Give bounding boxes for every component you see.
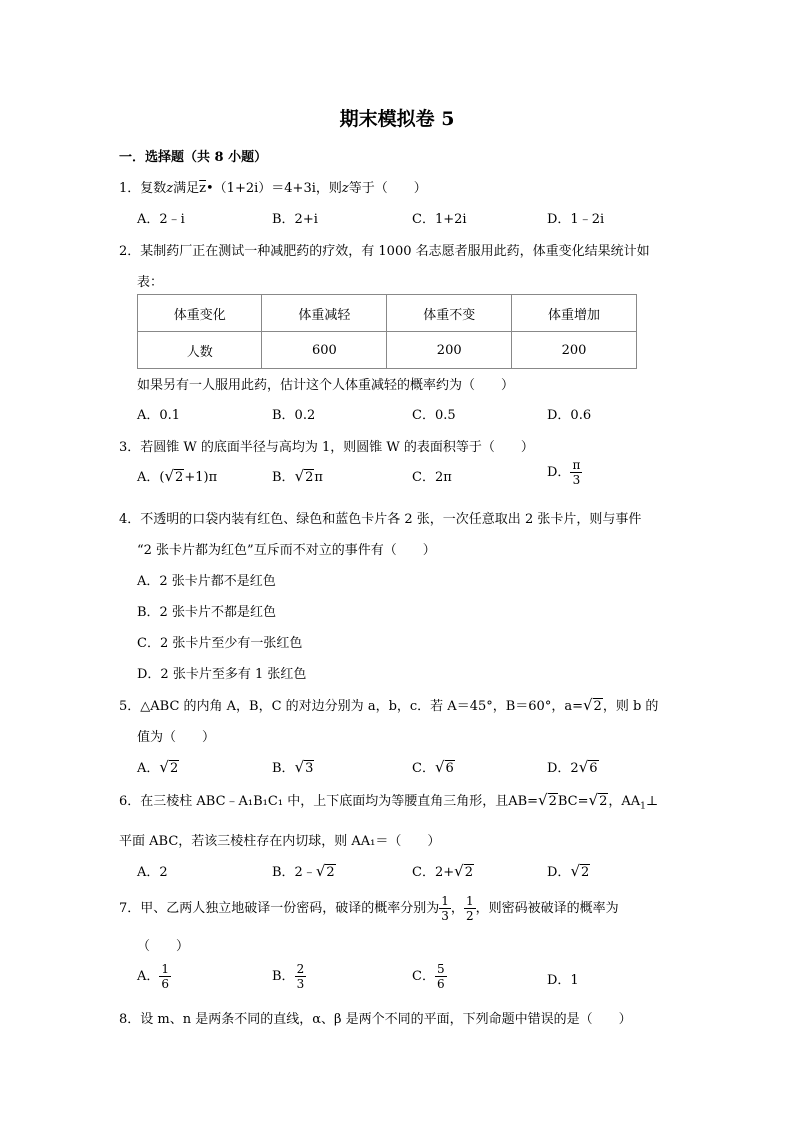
question-6: 6．在三棱柱 ABC﹣A₁B₁C₁ 中，上下底面均为等腰直角三角形，且AB=√2BC=√2，$AA_1\perp$	[119, 791, 659, 812]
q7-option-b[interactable]: B． $\frac{2}{3}$	[272, 962, 305, 991]
question-5-cont: 值为（ ）	[137, 730, 216, 745]
q7-option-d[interactable]: D．1	[547, 973, 579, 988]
question-2: 2．某制药厂正在测试一种减肥药的疗效，有 1000 名志愿者服用此药，体重变化结果统计如	[119, 244, 650, 259]
q5-option-b[interactable]: B．√3	[272, 758, 314, 776]
section-heading: 一．选择题（共 8 小题）	[119, 150, 268, 165]
q5-option-d[interactable]: D．2√6	[547, 758, 598, 776]
table-cell: 200	[512, 332, 637, 369]
table-cell: 体重减轻	[262, 295, 387, 332]
table-cell: 人数	[138, 332, 262, 369]
q6-option-b[interactable]: B．2﹣√2	[272, 862, 335, 880]
table-cell: 600	[262, 332, 387, 369]
q4-option-b[interactable]: B．2 张卡片不都是红色	[137, 605, 276, 620]
q6-option-c[interactable]: C．2+√2	[412, 862, 473, 880]
q5-option-c[interactable]: C．√6	[412, 758, 454, 776]
q7-option-c[interactable]: C． $\frac{5}{6}$	[412, 962, 445, 991]
table-cell: 体重变化	[138, 295, 262, 332]
table-header-row	[138, 295, 637, 332]
table-row	[138, 332, 637, 369]
q3-option-b[interactable]: B．√2π	[272, 467, 323, 485]
question-2-prompt: 如果另有一人服用此药，估计这个人体重减轻的概率约为（ ）	[137, 378, 515, 393]
q1-option-d[interactable]: D．1﹣2i	[547, 212, 605, 227]
question-1: 1．复数z满足$\overline{z}•(1+2i)=4+3i$，则z等于（ ）	[119, 181, 427, 196]
question-2-cont: 表：	[137, 275, 164, 290]
question-4: 4．不透明的口袋内装有红色、绿色和蓝色卡片各 2 张，一次任意取出 2 张卡片，则与事件	[119, 512, 642, 527]
q2-option-d[interactable]: D．0.6	[547, 408, 592, 423]
question-6-cont: 平面 ABC，若该三棱柱存在内切球，则 AA₁＝（ ）	[119, 834, 441, 849]
question-5: 5．△ABC 的内角 A，B，C 的对边分别为 a，b，c．若 A＝45°，B＝60°，a=√2，则 b 的	[119, 696, 659, 714]
q5-option-a[interactable]: A．√2	[137, 758, 179, 776]
question-3: 3．若圆锥 W 的底面半径与高均为 1，则圆锥 W 的表面积等于（ ）	[119, 440, 534, 455]
question-7-cont: （ ）	[137, 939, 190, 954]
q1-option-a[interactable]: A．2﹣i	[137, 212, 185, 227]
q2-option-c[interactable]: C．0.5	[412, 408, 456, 423]
table-cell: 体重增加	[512, 295, 637, 332]
q6-option-d[interactable]: D．√2	[547, 862, 590, 880]
q4-option-a[interactable]: A．2 张卡片都不是红色	[137, 574, 276, 589]
q1-option-c[interactable]: C．1+2i	[412, 212, 467, 227]
question-4-cont: “2 张卡片都为红色”互斥而不对立的事件有（ ）	[137, 543, 436, 558]
weight-change-table	[137, 294, 637, 369]
question-7: 7．甲、乙两人独立地破译一份密码，破译的概率分别为 $\frac{1}{3}$ ， $\frac{1}{2}$ ，则密码被破译的概率为	[119, 894, 619, 923]
q6-option-a[interactable]: A．2	[137, 865, 168, 880]
page-title: 期末模拟卷 5	[339, 108, 455, 130]
q1-option-b[interactable]: B．2+i	[272, 212, 318, 227]
q7-option-a[interactable]: A． $\frac{1}{6}$	[137, 962, 170, 991]
q3-option-c[interactable]: C．2π	[412, 470, 452, 485]
q3-option-d[interactable]: D． $\frac{\pi}{3}$	[547, 458, 581, 487]
question-8: 8．设 m、n 是两条不同的直线，α、β 是两个不同的平面，下列命题中错误的是（ ）	[119, 1012, 632, 1027]
table-cell: 体重不变	[387, 295, 512, 332]
q2-option-a[interactable]: A．0.1	[137, 408, 181, 423]
q3-option-a[interactable]: A．(√2+1)π	[137, 467, 218, 485]
q2-option-b[interactable]: B．0.2	[272, 408, 316, 423]
q4-option-c[interactable]: C．2 张卡片至少有一张红色	[137, 636, 303, 651]
table-cell: 200	[387, 332, 512, 369]
q4-option-d[interactable]: D．2 张卡片至多有 1 张红色	[137, 667, 307, 682]
